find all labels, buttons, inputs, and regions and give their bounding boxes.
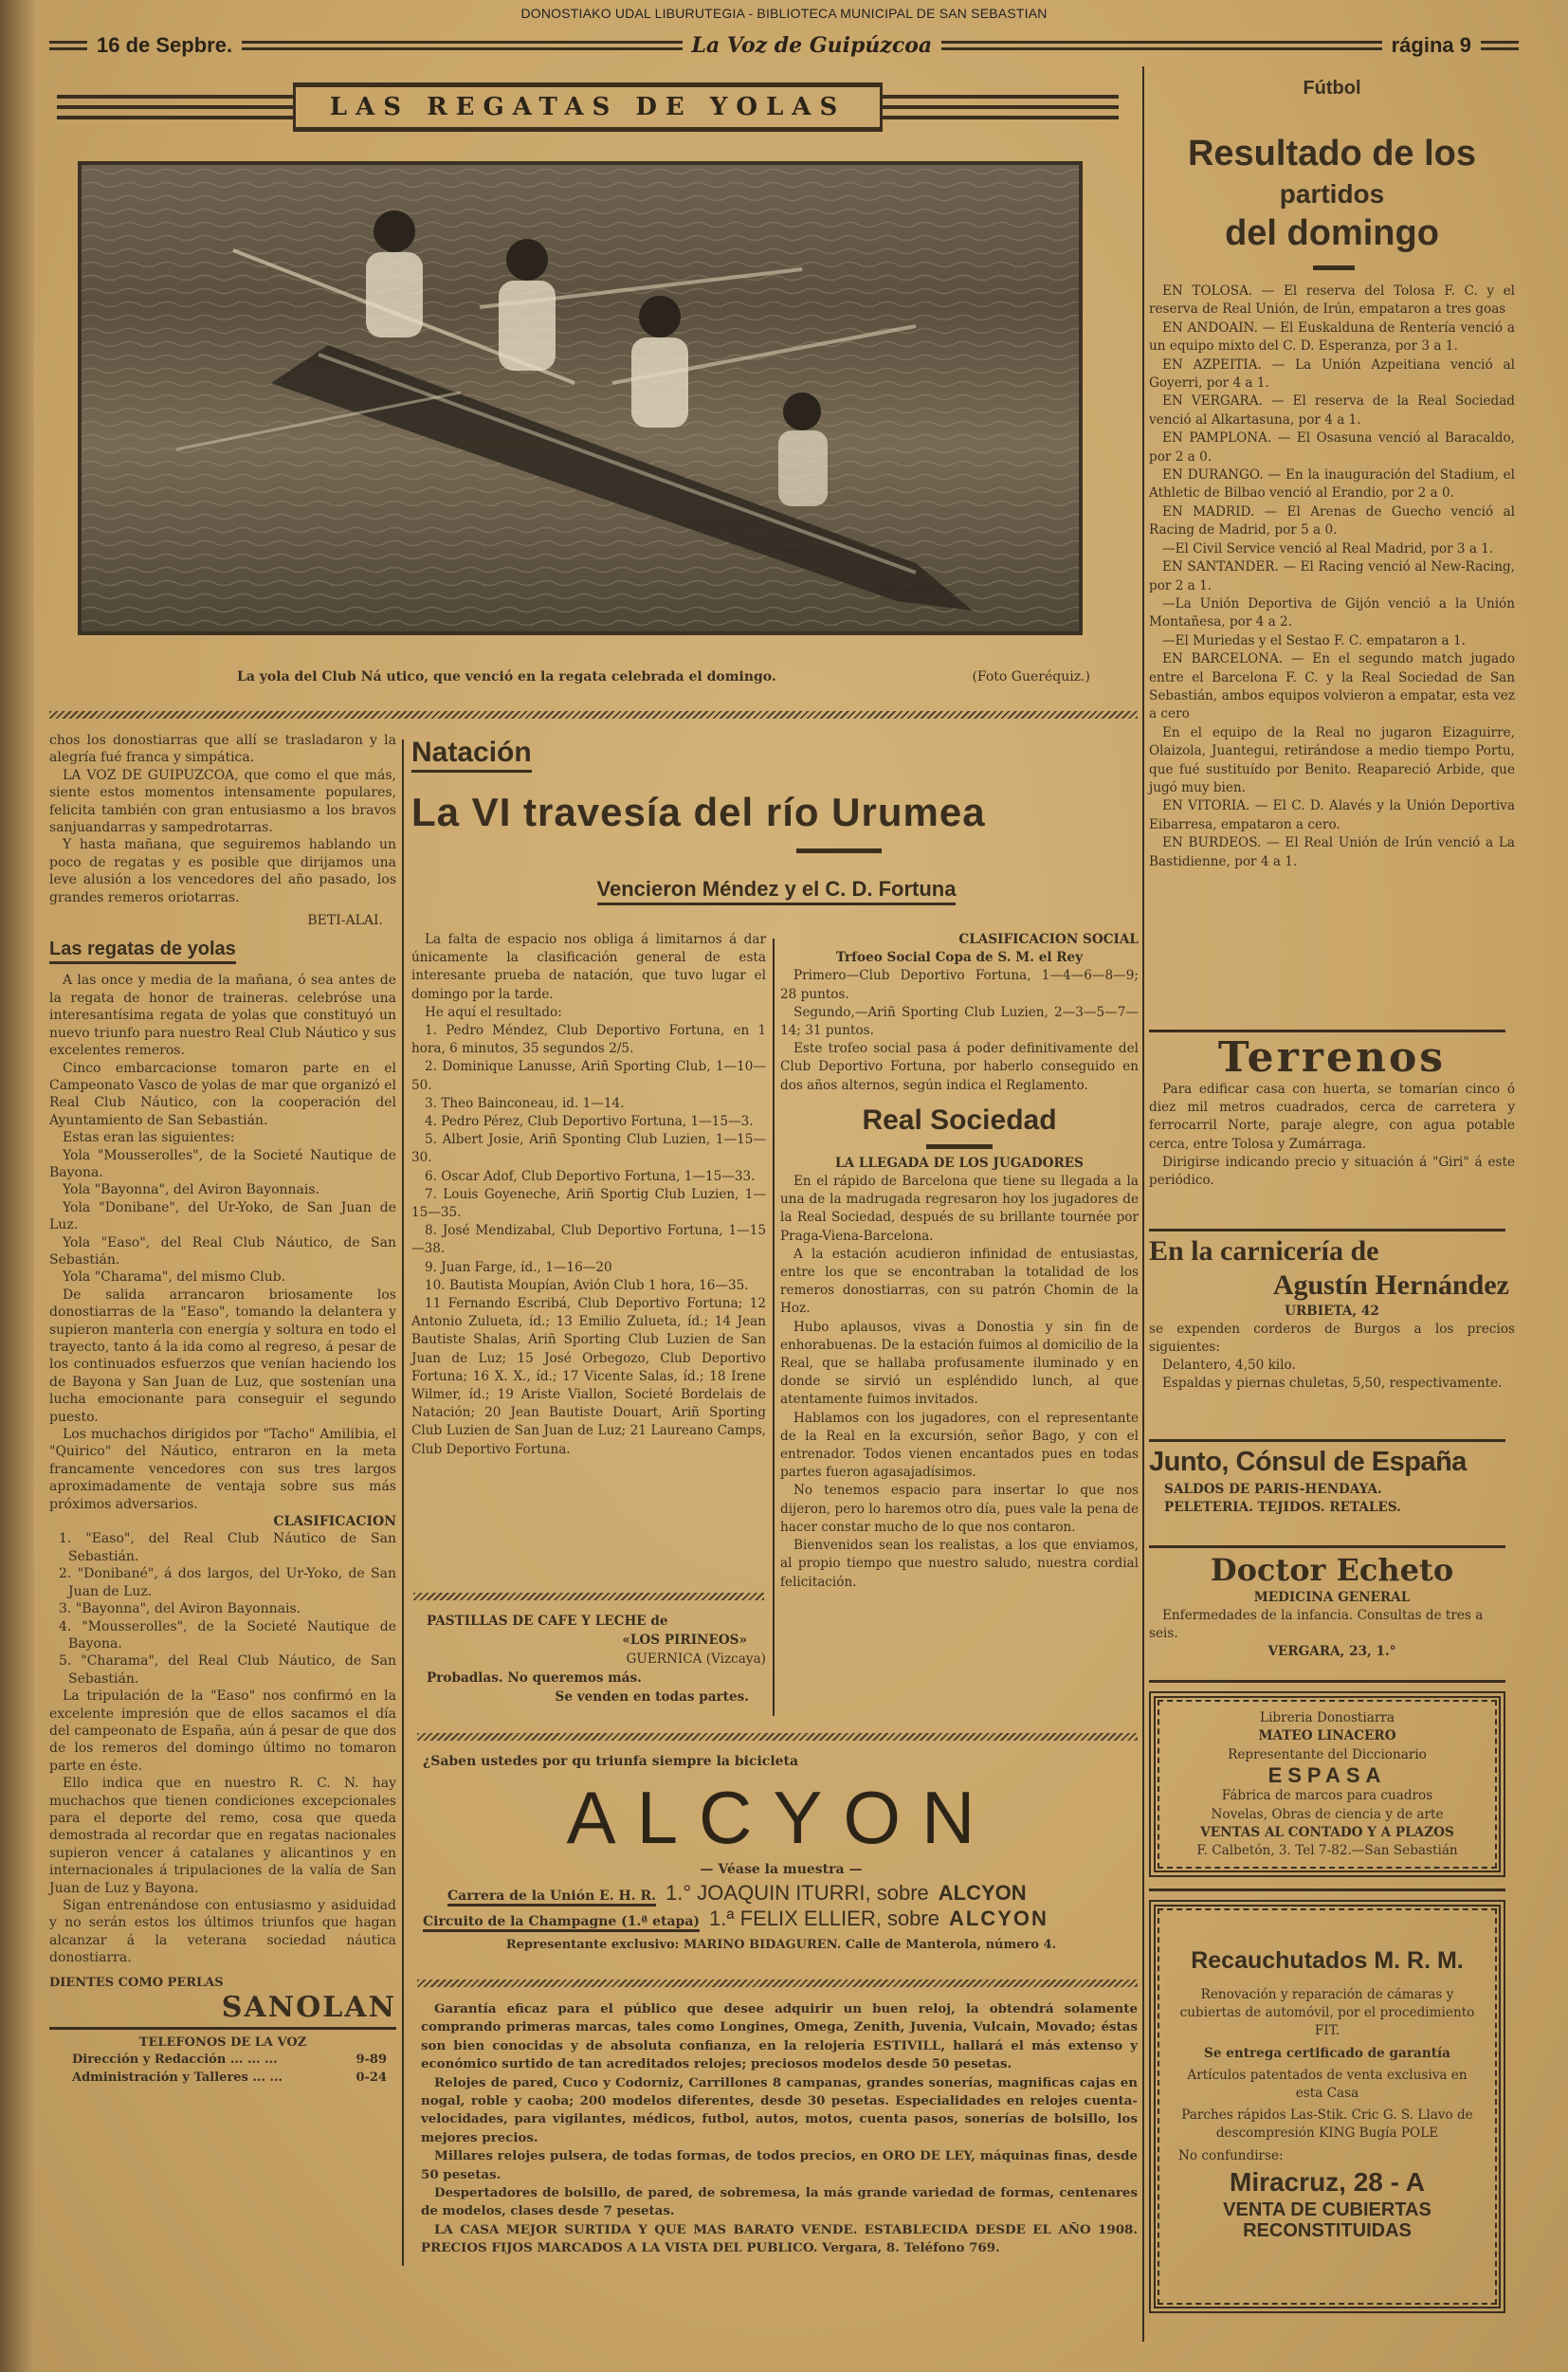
natacion-headline: La VI travesía del río Urumea xyxy=(411,790,986,834)
archive-header: DONOSTIAKO UDAL LIBURUTEGIA - BIBLIOTECA MUNICIPAL DE SAN SEBASTIAN xyxy=(520,6,1048,21)
result-item: 6. Oscar Adof, Club Deportivo Fortuna, 1—15—33. xyxy=(425,1168,756,1184)
result-item: 8. José Mendizabal, Club Deportivo Fortuna, 1—15—38. xyxy=(411,1223,766,1257)
doctor-ad xyxy=(1149,1551,1515,1661)
section-banner xyxy=(57,78,1119,137)
rowing-boat-illustration xyxy=(82,165,1079,631)
masthead-newspaper: La Voz de Guipúzcoa xyxy=(691,33,933,58)
pastillas-ad xyxy=(427,1612,766,1706)
match-result: EN ANDOAIN. — El Euskalduna de Rentería venció a un equipo mixto del C. D. Esperanza, por 3 a 1. xyxy=(1149,319,1515,355)
divider xyxy=(1149,1030,1505,1032)
clasificacion-social-column xyxy=(780,931,1139,1592)
divider xyxy=(796,848,882,853)
junto-line: PELETERIA. TEJIDOS. RETALES. xyxy=(1164,1500,1401,1515)
body-paragraph: Yola "Donibane", del Ur-Yoko, de San Juan de Luz. xyxy=(49,1199,396,1233)
alcyon-race: Carrera de la Unión E. H. R. xyxy=(447,1888,656,1907)
column-rule xyxy=(402,739,404,2266)
doctor-specialty: MEDICINA GENERAL xyxy=(1253,1590,1411,1605)
body-paragraph: Cinco embarcacionse tomaron parte en el Campeonato Vasco de yolas de mar que organizó el Real Club Náutico, con la cooperación del Ayuntamiento de San Sebastián. xyxy=(49,1060,396,1128)
body-paragraph: Y hasta mañana, que seguiremos hablando un poco de regatas y es posible que dirijamos una leve alusión a los vencedores del año pasado, los grandes remeros oriotarras. xyxy=(49,837,396,905)
section-title-wrap xyxy=(49,937,396,964)
libreria-espasa: ESPASA xyxy=(1267,1763,1387,1788)
phone-label: Dirección y Redacción ... ... ... xyxy=(72,2053,278,2068)
phone-number: 0-24 xyxy=(356,2070,387,2085)
pastillas-line: GUERNICA (Vizcaya) xyxy=(626,1651,766,1667)
recauchutados-address: Miracruz, 28 - A xyxy=(1230,2166,1425,2197)
masthead-page: rágina 9 xyxy=(1391,33,1471,57)
natacion-column xyxy=(411,931,766,1459)
alcyon-race-row xyxy=(423,1881,1140,1907)
libreria-owner: MATEO LINACERO xyxy=(1258,1728,1396,1744)
zigzag-divider xyxy=(413,1593,764,1600)
ad-paragraph: Espaldas y piernas chuletas, 5,50, respectivamente. xyxy=(1162,1376,1503,1391)
body-paragraph: Yola "Bayonna", del Aviron Bayonnais. xyxy=(63,1182,320,1198)
classification-item: 2. "Donibané", á dos largos, del Ur-Yoko, de San Juan de Luz. xyxy=(59,1566,396,1599)
zigzag-divider xyxy=(417,1733,1138,1741)
libreria-line: VENTAS AL CONTADO Y A PLAZOS xyxy=(1200,1825,1454,1841)
photo-caption-row xyxy=(237,669,1090,684)
pastillas-line: Probadlas. No queremos más. xyxy=(427,1670,642,1686)
alcyon-result-brand: ALCYON xyxy=(938,1881,1027,1905)
match-result: EN DURANGO. — En la inauguración del Stadium, el Athletic de Bilbao venció al Erandio, por 2 a 0. xyxy=(1149,467,1515,502)
phone-row xyxy=(49,2070,396,2087)
recauchutados-line: RECONSTITUIDAS xyxy=(1243,2219,1412,2241)
divider xyxy=(1149,1888,1505,1891)
sanolan-tagline: DIENTES COMO PERLAS xyxy=(49,1975,224,1990)
result-item: 10. Bautista Moupían, Avión Club 1 hora, 16—35. xyxy=(425,1277,749,1293)
result-item: 5. Albert Josie, Ariñ Sponting Club Luzien, 1—15—30. xyxy=(411,1132,766,1166)
alcyon-result: 1.ª FELIX ELLIER, sobre xyxy=(709,1907,939,1930)
divider xyxy=(1149,1229,1505,1232)
match-result: —El Civil Service venció al Real Madrid, por 3 a 1. xyxy=(1162,540,1494,557)
ad-paragraph: LA CASA MEJOR SURTIDA Y QUE MAS BARATO VENDE. ESTABLECIDA DESDE EL AÑO 1908. PRECIOS FIJOS MARCADOS A LA VISTA DEL PUBLICO. Vergara, 8. Teléfono 769. xyxy=(421,2221,1138,2256)
real-sociedad-headline: Real Sociedad xyxy=(862,1104,1057,1136)
recauchutados-title: Recauchutados M. R. M. xyxy=(1191,1947,1464,1974)
doctor-name: Doctor Echeto xyxy=(1210,1552,1454,1588)
result-item: 7. Louis Goyeneche, Ariñ Sportig Club Luzien, 1—15—35. xyxy=(411,1186,766,1221)
phone-number: 9-89 xyxy=(356,2053,387,2068)
banner-title: LAS REGATAS DE YOLAS xyxy=(293,82,883,132)
column-rule xyxy=(1142,66,1144,2342)
ad-paragraph: Dirigirse indicando precio y situación á "Giri" á este periódico. xyxy=(1149,1154,1515,1189)
ad-paragraph: Delantero, 4,50 kilo. xyxy=(1162,1358,1296,1373)
classification-item: 4. "Mousserolles", de la Societé Nautique de Bayona. xyxy=(59,1618,396,1651)
body-paragraph: La tripulación de la "Easo" nos confirmó en la excelente impresión que de ellos sacamos el día del campeonato de España, aún á pesar de que dos de los remeros del domingo último no tomaron parte en éste. xyxy=(49,1688,396,1774)
body-paragraph: Hablamos con los jugadores, con el representante de la Real en la excursión, señor Bago, y con el entrenador. Todos vienen encantados pues en todas partes fueron agasajadísimos. xyxy=(780,1410,1139,1481)
social-subtitle: Trfoeo Social Copa de S. M. el Rey xyxy=(835,950,1084,966)
result-item: 9. Juan Farge, íd., 1—16—20 xyxy=(425,1259,612,1275)
carniceria-address: URBIETA, 42 xyxy=(1285,1304,1379,1319)
alcyon-representative: Representante exclusivo: MARINO BIDAGUREN. Calle de Manterola, número 4. xyxy=(505,1938,1057,1952)
divider xyxy=(1149,1680,1505,1683)
terrenos-ad xyxy=(1149,1035,1515,1190)
body-paragraph: He aquí el resultado: xyxy=(425,1004,562,1020)
banner-rule xyxy=(883,95,1119,119)
classification-item: 5. "Charama", del Real Club Náutico, de San Sebastián. xyxy=(59,1653,396,1687)
phone-label: Administración y Talleres ... ... xyxy=(72,2070,283,2085)
alcyon-race-row xyxy=(423,1907,1140,1932)
masthead-rule xyxy=(1481,41,1519,50)
body-paragraph: Sigan entrenándose con entusiasmo y asiduidad y no serán estos los últimos triunfos que hagan alcanzar á la veterana sociedad náutica donostiarra. xyxy=(49,1898,396,1966)
body-paragraph: A la estación acudieron infinidad de entusiastas, entre los que se encontraban la totalidad de los remeros donostiarras, con su patrón Chomin de la Hoz. xyxy=(780,1246,1139,1317)
alcyon-race: Circuito de la Champagne (1.ª etapa) xyxy=(423,1914,700,1932)
ad-paragraph: Millares relojes pulsera, de todas formas, de todos precios, en ORO DE LEY, máquinas finas, desde 50 pesetas. xyxy=(421,2148,1138,2182)
classification-title: CLASIFICACION xyxy=(273,1514,396,1530)
result-item: 11 Fernando Escribá, Club Deportivo Fortuna; 12 Antonio Zulueta, íd.; 13 Emilio Zulueta, íd.; 14 Jean Bautiste Shalas, Ariñ Sporting Club Luzien de San Juan de Luz; 15 José Orbegozo, Club Deportivo Fortuna; 16 X. X., íd.; 17 Vicente Salas, íd.; 18 Irene Wilmer, íd.; 19 Ariste Viallon, Societé Bordelais de Natación; 20 Jean Bautiste Douart, Ariñ Sporting Club Luzien de San Juan de Luz; 21 Laureano Camps, Club Deportivo Fortuna. xyxy=(411,1296,766,1457)
libreria-address: F. Calbetón, 3. Tel 7-82.—San Sebastián xyxy=(1196,1843,1458,1859)
match-result: EN BARCELONA. — En el segundo match jugado entre el Barcelona F. C. y la Real Sociedad de San Sebastián, ambos equipos volvieron a empatar, esta vez a cero xyxy=(1149,651,1515,722)
ad-paragraph: Para edificar casa con huerta, se tomarían cinco ó diez mil metros cuadrados, cerca de carretera y ferrocarril Norte, paraje alegre, con agua potable cerca, entre Tolosa y Zumárraga. xyxy=(1149,1082,1515,1152)
ad-paragraph: No confundirse: xyxy=(1178,2147,1284,2163)
masthead xyxy=(49,32,1519,59)
alcyon-result-brand: ALCYON xyxy=(948,1907,1048,1930)
pastillas-line: PASTILLAS DE CAFE Y LECHE de xyxy=(427,1614,668,1629)
divider xyxy=(926,1144,993,1149)
phone-row xyxy=(49,2052,396,2069)
body-paragraph: Bienvenidos sean los realistas, a los que enviamos, al propio tiempo que nuestro saludo, nuestra cordial felicitación. xyxy=(780,1538,1139,1590)
junto-ad xyxy=(1149,1443,1515,1517)
junto-title: Junto, Cónsul de España xyxy=(1149,1447,1467,1477)
masthead-rule xyxy=(49,41,87,50)
result-item: 3. Theo Bainconeau, id. 1—14. xyxy=(425,1095,625,1111)
ad-paragraph: Artículos patentados de venta exclusiva en esta Casa xyxy=(1187,2067,1468,2102)
match-result: EN VERGARA. — El reserva de la Real Sociedad venció al Alkartasuna, por 4 a 1. xyxy=(1149,393,1515,428)
classification-item: 1. "Easo", del Real Club Náutico de San Sebastián. xyxy=(59,1531,396,1564)
body-paragraph: Este trofeo social pasa á poder definitivamente del Club Deportivo Fortuna, por haberlo conseguido en dos años alternos, según indica el Reglamento. xyxy=(780,1041,1139,1093)
alcyon-result: 1.° JOAQUIN ITURRI, sobre xyxy=(665,1881,929,1905)
column-rule xyxy=(773,939,775,1716)
pastillas-line: Se venden en todas partes. xyxy=(555,1689,749,1705)
masthead-date: 16 de Sepbre. xyxy=(97,33,233,57)
ad-paragraph: se expenden corderos de Burgos a los precios siguientes: xyxy=(1149,1322,1515,1355)
zigzag-divider xyxy=(49,711,1138,719)
rowing-photo xyxy=(78,161,1083,635)
phones-title: TELEFONOS DE LA VOZ xyxy=(138,2035,307,2051)
futbol-column xyxy=(1149,283,1515,871)
match-result: EN SANTANDER. — El Racing venció al New-Racing, por 2 a 1. xyxy=(1149,559,1515,593)
doctor-address: VERGARA, 23, 1.° xyxy=(1267,1644,1396,1659)
divider xyxy=(1149,1545,1505,1548)
alcyon-question: ¿Saben ustedes por qu triunfa siempre la bicicleta xyxy=(423,1754,799,1769)
divider xyxy=(1313,265,1355,270)
libreria-line: Libreria Donostiarra xyxy=(1260,1710,1395,1725)
masthead-rule xyxy=(941,41,1381,50)
futbol-headline-3: del domingo xyxy=(1225,213,1439,253)
body-paragraph: Yola "Mousserolles", de la Societé Nautique de Bayona. xyxy=(49,1147,396,1180)
ad-paragraph: Enfermedades de la infancia. Consultas de tres a seis. xyxy=(1149,1608,1484,1641)
junto-line: SALDOS DE PARIS-HENDAYA. xyxy=(1164,1482,1382,1497)
match-result: EN AZPEITIA. — La Unión Azpeitiana venció al Goyerri, por 4 a 1. xyxy=(1149,356,1515,392)
body-paragraph: No tenemos espacio para insertar lo que nos dijeron, pero lo haremos otro día, pues vale la pena de hacer constar mucho de lo que nos contaron. xyxy=(780,1483,1139,1535)
zigzag-divider xyxy=(417,1980,1138,1987)
result-item: 1. Pedro Méndez, Club Deportivo Fortuna, en 1 hora, 6 minutos, 35 segundos 2/5. xyxy=(411,1023,766,1057)
ad-paragraph: Renovación y reparación de cámaras y cubiertas de automóvil, por el procedimiento FIT. xyxy=(1179,1987,1475,2039)
pastillas-brand: «LOS PIRINEOS» xyxy=(622,1633,747,1648)
body-paragraph: De salida arrancaron briosamente los donostiarras de la "Easo", tomando la delantera y supieron manterla con energía y soltura en todo el trayecto, tanto á la ida como al regreso, á pesar de los continuados esfuerzos que venían haciendo los de Bayona y San Juan de Luz, que sostenían una lucha emocionante para conseguir el segundo puesto. xyxy=(49,1286,396,1425)
byline: BETI-ALAI. xyxy=(307,913,383,929)
match-result: EN MADRID. — El Arenas de Guecho venció al Racing de Madrid, por 5 a 0. xyxy=(1149,503,1515,538)
photo-credit: (Foto Gueréquiz.) xyxy=(972,669,1090,684)
match-result: EN PAMPLONA. — El Osasuna venció al Baracaldo, por 2 a 0. xyxy=(1149,430,1515,465)
libreria-ad xyxy=(1149,1691,1505,1877)
alcyon-brand: ALCYON xyxy=(566,1776,996,1859)
recauchutados-line: VENTA DE CUBIERTAS xyxy=(1223,2199,1431,2220)
carniceria-title: En la carnicería de xyxy=(1149,1235,1379,1267)
carniceria-ad xyxy=(1149,1234,1515,1393)
body-paragraph: Yola "Easo", del Real Club Náutico, de San Sebastián. xyxy=(49,1234,396,1268)
futbol-headline-1: Resultado de los xyxy=(1187,134,1477,173)
futbol-headline-2: partidos xyxy=(1279,179,1385,209)
libreria-line: Fábrica de marcos para cuadros xyxy=(1221,1788,1433,1804)
match-result: EN TOLOSA. — El reserva del Tolosa F. C. y el reserva de Real Unión, de Irún, empataron a tres goas xyxy=(1149,283,1515,318)
match-result: —La Unión Deportiva de Gijón venció a la Unión Montañesa, por 4 a 2. xyxy=(1149,595,1515,630)
match-result: EN BURDEOS. — El Real Unión de Irún venció a La Bastidienne, por 4 a 1. xyxy=(1149,835,1515,869)
body-paragraph: Yola "Charama", del mismo Club. xyxy=(63,1269,286,1286)
divider xyxy=(49,2027,396,2030)
terrenos-title: Terrenos xyxy=(1217,1033,1447,1082)
body-paragraph: A las once y media de la mañana, ó sea antes de la regata de honor de traineras. celebróse una interesantísima regata de yolas que constituyó un nuevo triunfo para nuestro Real Club Náutico y sus excelentes remeros. xyxy=(49,973,396,1059)
alcyon-see: — Véase la muestra — xyxy=(700,1862,863,1877)
masthead-rule xyxy=(242,41,682,50)
regatas-column xyxy=(49,732,396,2087)
photo-caption: La yola del Club Ná utico, que venció en la regata celebrada el domingo. xyxy=(237,669,776,684)
recauchutados-ad xyxy=(1149,1900,1505,2313)
futbol-kicker: Fútbol xyxy=(1303,78,1361,99)
ad-paragraph: Relojes de pared, Cuco y Codorniz, Carrillones 8 campanas, grandes sonerías, magnificas cajas en nogal, roble y caoba; 200 modelos diferentes, desde 30 pesetas. Especialidades en relojes cuenta-velocidades, para vigilantes, médicos, futbol, autos, motos, cuenta pasos, sonerías de bolsillo, los mejores precios. xyxy=(421,2074,1138,2145)
social-title: CLASIFICACION SOCIAL xyxy=(958,932,1139,947)
divider xyxy=(1149,1439,1505,1442)
body-paragraph: Segundo,—Ariñ Sporting Club Luzien, 2—3—5—7—14; 31 puntos. xyxy=(780,1004,1139,1039)
libreria-line: Representante del Diccionario xyxy=(1228,1746,1427,1762)
ad-paragraph: Se entrega certificado de garantía xyxy=(1204,2045,1450,2061)
ad-paragraph: Despertadores de bolsillo, de pared, de sobremesa, la más grande variedad de formas, centenares de modelos, clases desde 7 pesetas. xyxy=(421,2185,1138,2219)
estivill-ad xyxy=(421,2000,1138,2258)
carniceria-owner: Agustín Hernández xyxy=(1272,1269,1509,1301)
body-paragraph: Hubo aplausos, vivas a Donostia y sin fin de enhorabuenas. De la estación fuimos al domicilio de la Real, que se hallaba profusamente iluminado y en donde se sirvió un espléndido lunch, al que atentamente fuimos invitados. xyxy=(780,1319,1139,1408)
natacion-subhead: Vencieron Méndez y el C. D. Fortuna xyxy=(597,876,957,905)
body-paragraph: Ello indica que en nuestro R. C. N. hay muchachos que tienen condiciones excepcionales para el deporte del remo, cosa que queda demostrada al recordar que en regatas nacionales supieron vencer á catalanes y alicantinos y en internacionales á tripulaciones de la valía de San Juan de Luz y Bayona. xyxy=(49,1776,396,1896)
body-paragraph: chos los donostiarras que allí se trasladaron y la alegría fué franca y simpática. xyxy=(49,733,396,766)
body-paragraph: La falta de espacio nos obliga á limitarnos á dar únicamente la clasificación general de esta interesante prueba de natación, que tuvo lugar el domingo por la tarde. xyxy=(411,932,766,1002)
result-item: 4. Pedro Pérez, Club Deportivo Fortuna, 1—15—3. xyxy=(425,1114,754,1130)
body-paragraph: En el rápido de Barcelona que tiene su llegada a la una de la madrugada regresaron hoy los jugadores de la Real Sociedad, después de su brillante tournée por Praga-Viena-Barcelona. xyxy=(780,1174,1139,1244)
match-result: —El Muriedas y el Sestao F. C. empataron a 1. xyxy=(1162,632,1466,648)
body-paragraph: LA VOZ DE GUIPUZCOA, que como el que más, siente estos momentos intensamente populares, felicita también con gran entusiasmo a los bravos sanjuandarras y sampedrotarras. xyxy=(49,767,396,836)
banner-rule xyxy=(57,95,293,119)
section-title: Las regatas de yolas xyxy=(49,937,236,964)
ad-paragraph: Parches rápidos Las-Stik. Cric G. S. Llavo de descompresión KING Bugía POLE xyxy=(1181,2107,1473,2142)
body-paragraph: Los muchachos dirigidos por "Tacho" Amilibia, el "Quirico" del Náutico, entraron en la meta francamente vencedores con sus tres largos aproximadamente de ventaja sobre sus más próximos adversarios. xyxy=(49,1427,396,1512)
match-result: En el equipo de la Real no jugaron Eizaguirre, Olaizola, Juantegui, retirándose a medio tiempo Portu, que fué sustituído por Benito. Reapareció Arbide, que jugó muy bien. xyxy=(1149,724,1515,795)
sanolan-brand: SANOLAN xyxy=(221,1991,396,2025)
ad-paragraph: Garantía eficaz para el público que desee adquirir un buen reloj, la obtendrá solamente comprando primeras marcas, tales como Longines, Omega, Zenith, Juvenia, Vulcain, Movado; éstas son bien conocidas y de absoluta confianza, en la relojería ESTIVILL, hallará el más extenso y económico surtido de tan acreditados relojes; preciosos modelos desde 50 pesetas. xyxy=(421,2001,1138,2072)
natacion-kicker: Natación xyxy=(411,736,532,773)
match-result: EN VITORIA. — El C. D. Alavés y la Unión Deportiva Eibarresa, empataron a cero. xyxy=(1149,798,1515,832)
classification-item: 3. "Bayonna", del Aviron Bayonnais. xyxy=(59,1601,301,1617)
real-sociedad-subhead: LA LLEGADA DE LOS JUGADORES xyxy=(835,1155,1084,1171)
alcyon-ad xyxy=(423,1754,1140,1952)
natacion-subhead-wrap xyxy=(411,876,1141,905)
libreria-line: Novelas, Obras de ciencia y de arte xyxy=(1211,1806,1444,1822)
page-binding-edge xyxy=(0,0,34,2372)
body-paragraph: Primero—Club Deportivo Fortuna, 1—4—6—8—9; 28 puntos. xyxy=(780,968,1139,1002)
result-item: 2. Dominique Lanusse, Ariñ Sporting Club, 1—10—50. xyxy=(411,1059,766,1093)
natacion-kicker-wrap xyxy=(411,736,532,773)
body-paragraph: Estas eran las siguientes: xyxy=(63,1130,235,1146)
